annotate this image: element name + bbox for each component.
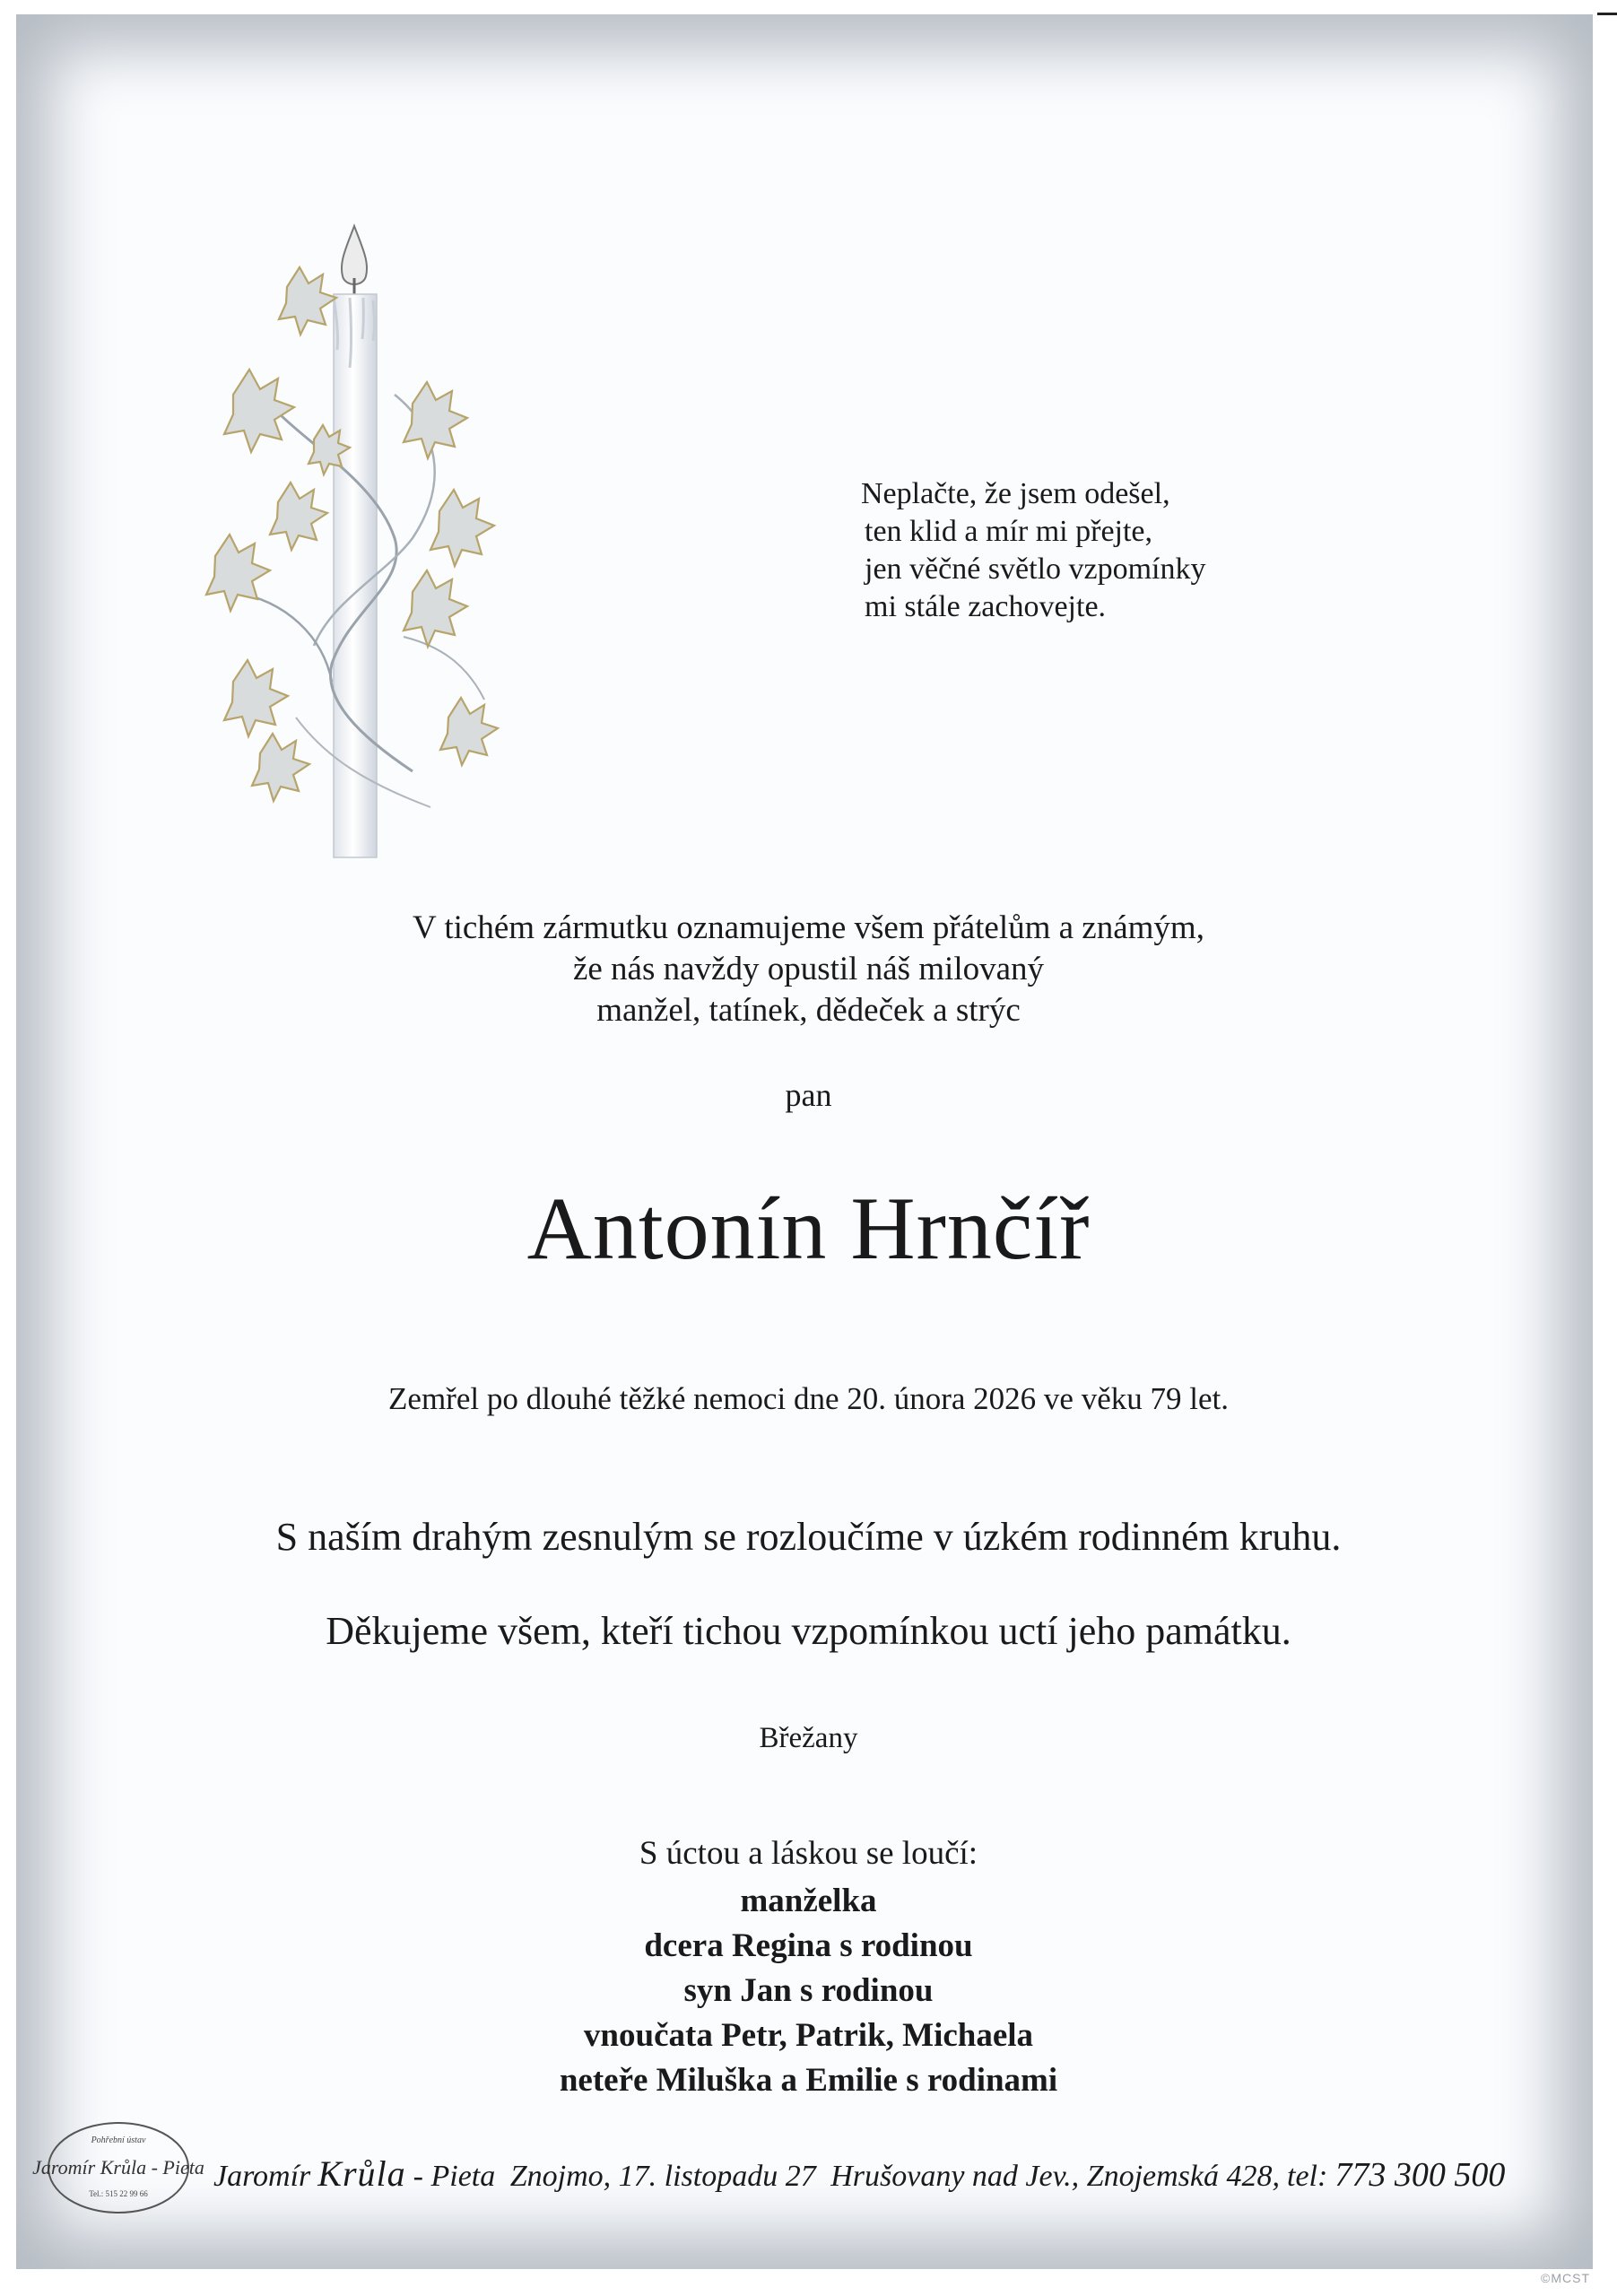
mourner-item: vnoučata Petr, Patrik, Michaela (583, 2017, 1034, 2054)
candle-icon (334, 294, 377, 857)
announcement-line: že nás navždy opustil náš milovaný (572, 951, 1045, 987)
leaf-icon (404, 570, 467, 647)
leaf-icon (270, 483, 327, 550)
footer-tel-label: tel: (1287, 2160, 1328, 2193)
leaf-icon (404, 382, 467, 458)
poem-line: mi stále zachovejte. (865, 590, 1107, 623)
leaf-icon (430, 490, 494, 566)
leaf-icon (224, 370, 294, 452)
leaf-icon (224, 660, 288, 736)
poem-line: jen věčné světlo vzpomínky (865, 552, 1206, 586)
candle-ivy-illustration (179, 215, 520, 861)
farewell-notice: S naším drahým zesnulým se rozloučíme v úzkém rodinném kruhu. (275, 1515, 1342, 1559)
footer-branch-znojmo: Znojmo, 17. listopadu 27 (509, 2160, 816, 2193)
leaf-icon (279, 267, 336, 335)
funeral-service-logo (32, 2114, 204, 2222)
salutation: pan (785, 1077, 832, 1113)
scan-corner-mark (1597, 13, 1617, 15)
announcement-line: V tichém zármutku oznamujeme všem přátelům a známým, (413, 909, 1204, 946)
svg-text:Jaromír Krůla - Pieta: Jaromír Krůla - Pieta (32, 2156, 204, 2179)
footer-company: - Pieta (413, 2160, 496, 2193)
announcement (0, 908, 1617, 1031)
poem-line: Neplačte, že jsem odešel, (861, 477, 1170, 510)
place-name: Břežany (759, 1722, 858, 1754)
flame-icon (342, 226, 367, 284)
footer-surname: Krůla (317, 2153, 406, 2194)
deceased-name: Antonín Hrnčíř (526, 1178, 1091, 1278)
thanks-notice: Děkujeme všem, kteří tichou vzpomínkou uctí jeho památku. (326, 1609, 1291, 1653)
poem-line: ten klid a mír mi přejte, (865, 515, 1153, 548)
svg-text:Pohřební ústav: Pohřební ústav (91, 2135, 146, 2145)
mourners-list (0, 1879, 1617, 2103)
mourner-item: neteře Miluška a Emilie s rodinami (559, 2062, 1058, 2099)
mourner-item: dcera Regina s rodinou (644, 1927, 973, 1964)
footer-phone: 773 300 500 (1334, 2156, 1506, 2194)
leaf-icon (440, 698, 498, 765)
mourner-item: syn Jan s rodinou (683, 1972, 934, 2009)
footer-branch-hrusovany: Hrušovany nad Jev., Znojemská 428, (830, 2160, 1280, 2193)
memorial-poem (861, 475, 1206, 626)
funeral-service-footer (213, 2152, 1512, 2195)
mourners-intro: S úctou a láskou se loučí: (639, 1835, 978, 1872)
death-notice: Zemřel po dlouhé těžké nemoci dne 20. února 2026 ve věku 79 let. (388, 1381, 1229, 1416)
svg-text:Tel.: 515 22 99 66: Tel.: 515 22 99 66 (89, 2189, 148, 2198)
footer-first-name: Jaromír (213, 2160, 311, 2193)
leaf-icon (252, 734, 309, 801)
watermark: ©MCST (1541, 2271, 1590, 2285)
mourner-item: manželka (740, 1883, 877, 1919)
announcement-line: manžel, tatínek, dědeček a strýc (596, 992, 1021, 1029)
